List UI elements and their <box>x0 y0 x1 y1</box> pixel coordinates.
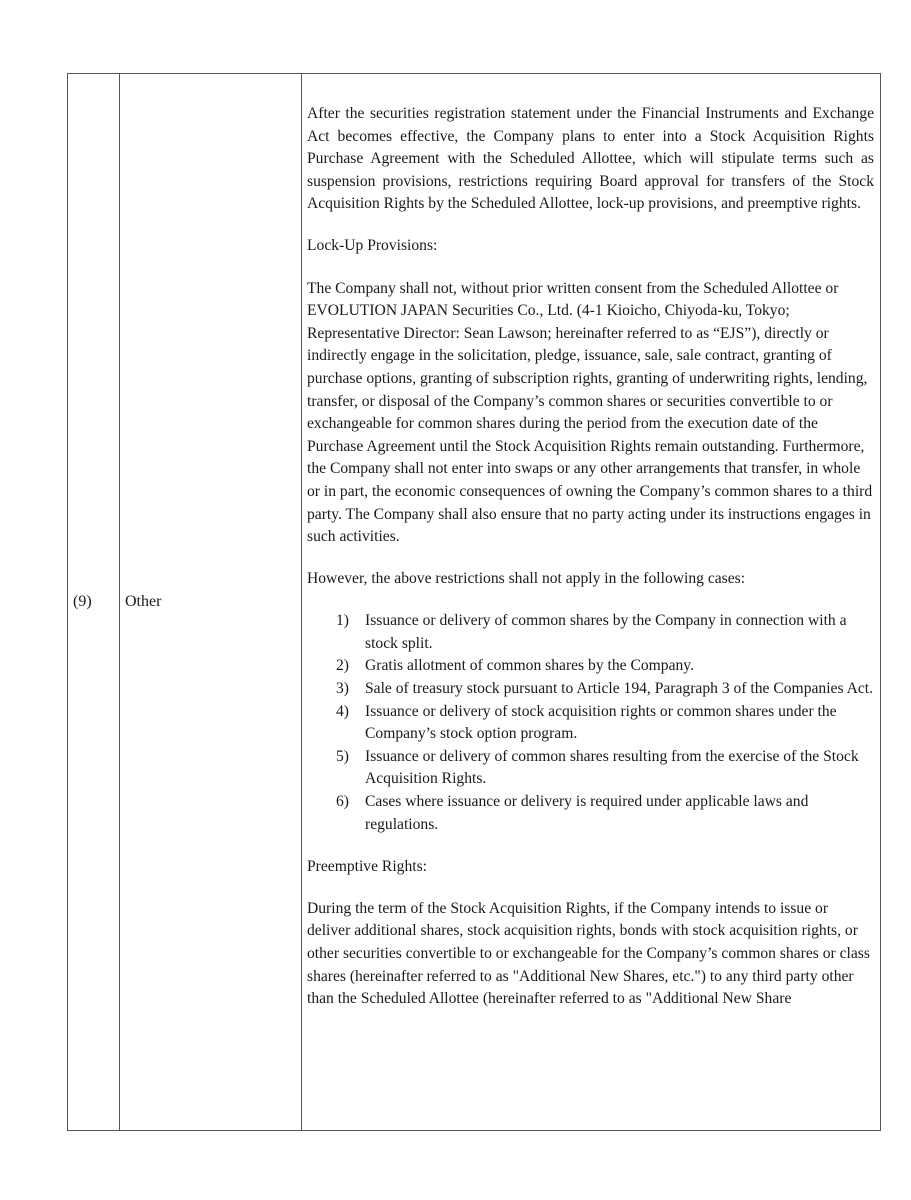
lockup-heading: Lock-Up Provisions: <box>307 237 438 255</box>
lockup-paragraph: The Company shall not, without prior written consent from the Scheduled Allottee or EVOLUTION JAPAN Securities Co., Ltd. (4-1 Kioicho, Chiyoda-ku, Tokyo; Representative Director: Sean Lawson; hereinafter referred to as “EJS”), directly or indirectly engage in the solicitation, pledge, issuance, sale, sale contract, granting of purchase options, granting of subscription rights, granting of underwriting rights, lending, transfer, or disposal of the Company’s common shares or securities convertible to or exchangeable for common shares during the period from the execution date of the Purchase Agreement until the Stock Acquisition Rights remain outstanding. Furthermore, the Company shall not enter into swaps or any other arrangements that transfer, in whole or in part, the economic consequences of owning the Company’s common shares to a third party. The Company shall also ensure that no party acting under its instructions engages in such activities. <box>307 279 873 546</box>
row-label: Other <box>125 593 162 610</box>
list-item <box>336 655 874 678</box>
list-item-number: 6) <box>336 793 349 811</box>
list-item-number: 2) <box>336 657 349 675</box>
row-number-cell <box>68 74 120 1130</box>
document-table <box>67 73 881 1131</box>
intro-paragraph: After the securities registration statement under the Financial Instruments and Exchange Act becomes effective, the Company plans to enter into a Stock Acquisition Rights Purchase Agreement with the Scheduled Allottee, which will stipulate terms such as suspension provisions, restrictions requiring Board approval for transfers of the Stock Acquisition Rights by the Scheduled Allottee, lock-up provisions, and preemptive rights. <box>307 105 874 213</box>
list-item-number: 4) <box>336 702 349 720</box>
list-item <box>336 701 874 746</box>
list-item-number: 3) <box>336 680 349 698</box>
exceptions-intro: However, the above restrictions shall not apply in the following cases: <box>307 570 746 588</box>
list-item <box>336 610 874 655</box>
list-item <box>336 678 874 701</box>
list-item-text: Issuance or delivery of stock acquisition rights or common shares under the Company’s stock option program. <box>365 702 837 743</box>
exceptions-list <box>307 610 874 836</box>
list-item-number: 1) <box>336 612 349 630</box>
list-item <box>336 746 874 791</box>
list-item-text: Issuance or delivery of common shares resulting from the exercise of the Stock Acquisition Rights. <box>365 747 859 788</box>
row-number: (9) <box>73 593 92 610</box>
preemptive-paragraph: During the term of the Stock Acquisition Rights, if the Company intends to issue or deliver additional shares, stock acquisition rights, bonds with stock acquisition rights, or other securities convertible to or exchangeable for the Company’s common shares or class shares (hereinafter referred to as "Additional New Shares, etc.") to any third party other than the Scheduled Allottee (hereinafter referred to as "Additional New Share <box>307 899 870 1008</box>
preemptive-heading: Preemptive Rights: <box>307 857 427 875</box>
list-item-number: 5) <box>336 747 349 765</box>
list-item-text: Sale of treasury stock pursuant to Article 194, Paragraph 3 of the Companies Act. <box>365 680 873 698</box>
list-item-text: Cases where issuance or delivery is required under applicable laws and regulations. <box>365 793 809 833</box>
row-label-cell <box>120 74 302 1130</box>
list-item <box>336 791 874 836</box>
row-content-cell <box>302 74 880 1130</box>
list-item-text: Issuance or delivery of common shares by the Company in connection with a stock split. <box>365 612 847 652</box>
list-item-text: Gratis allotment of common shares by the Company. <box>365 657 694 675</box>
